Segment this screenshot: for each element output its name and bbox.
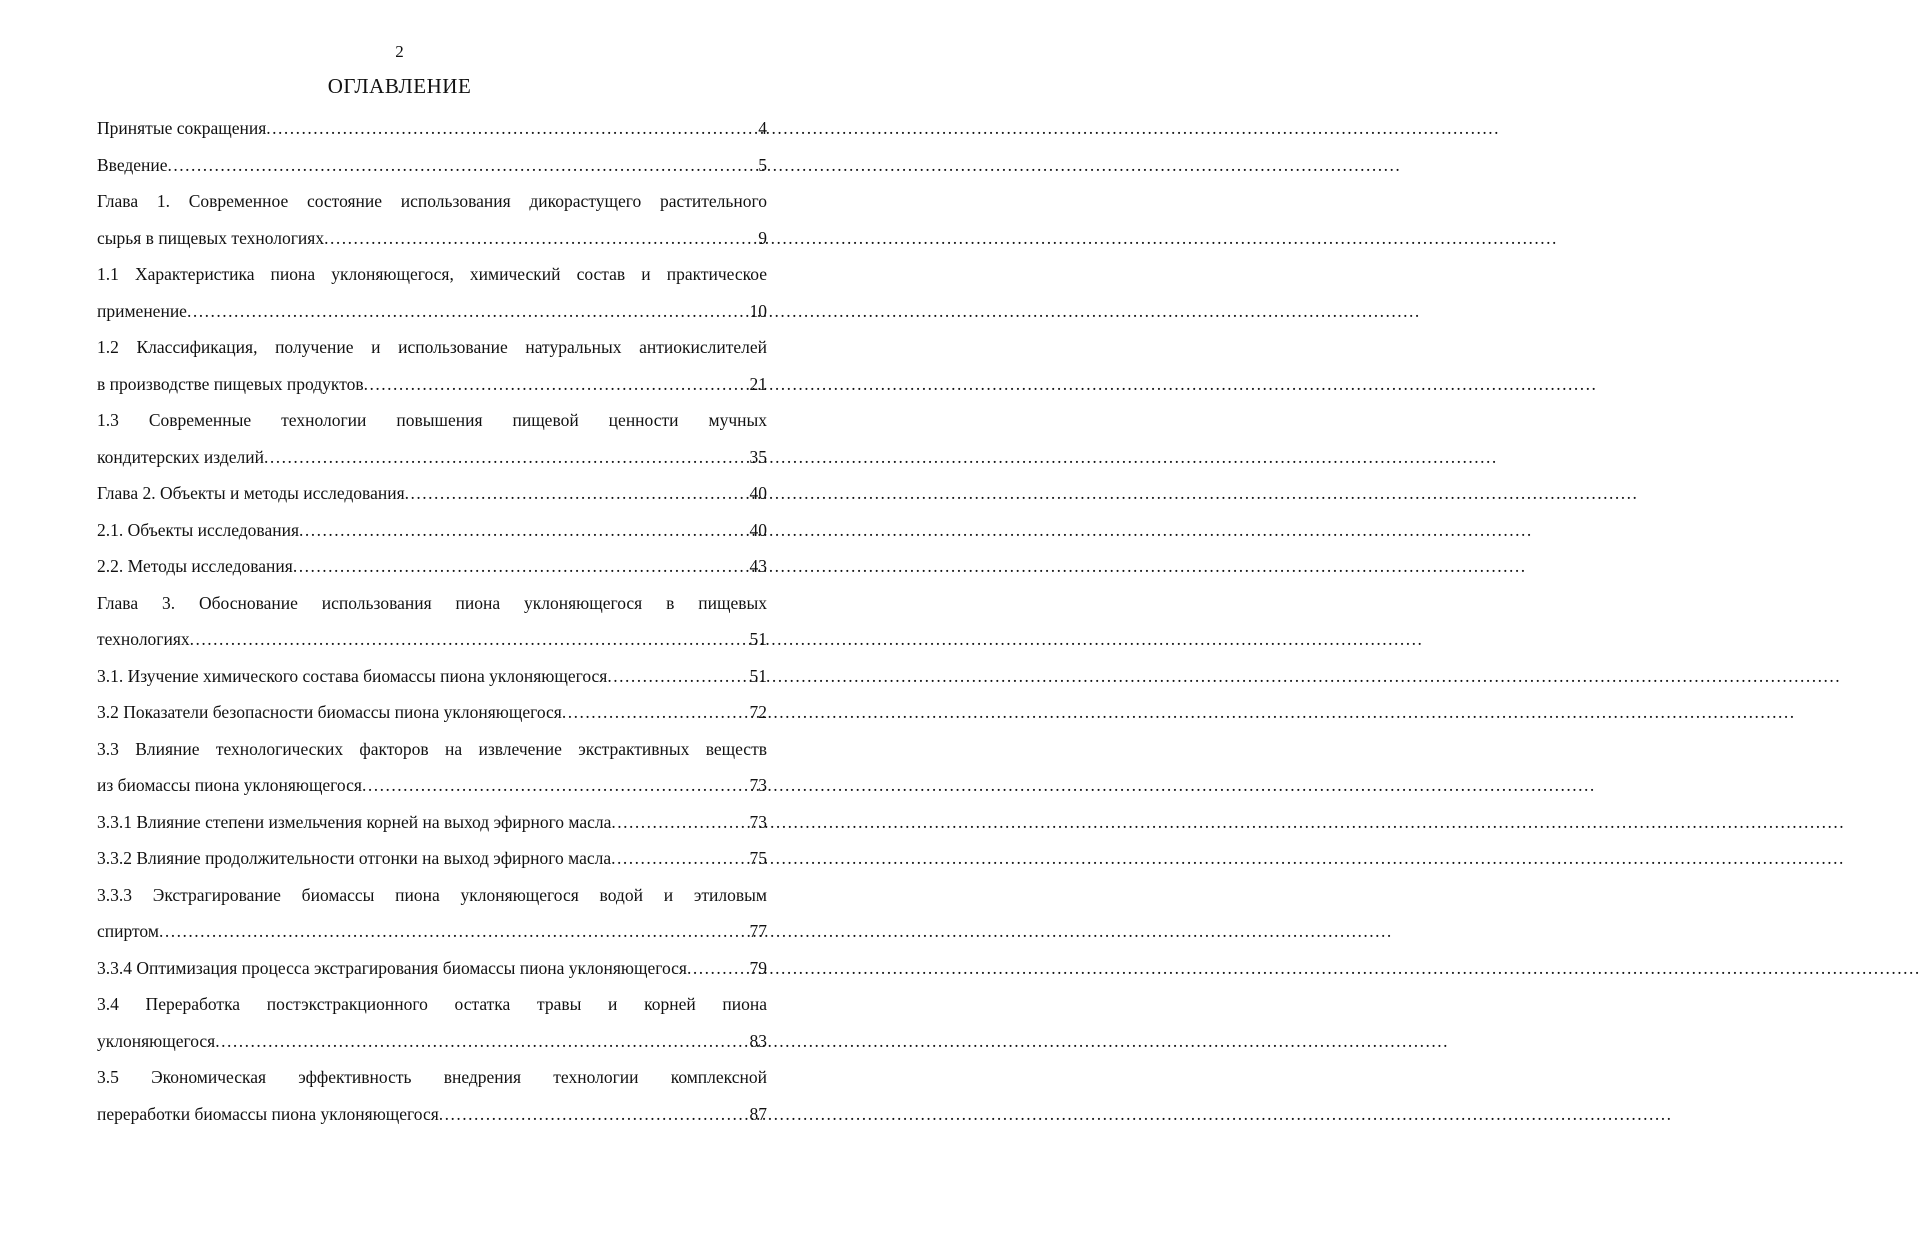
dot-leader [687, 950, 749, 987]
dot-leader [611, 840, 748, 877]
toc-entry-title: 3.3.2 Влияние продолжительности отгонки на выход эфирного масла [97, 848, 612, 868]
toc-entry[interactable] [97, 731, 767, 804]
toc-entry-page: 43 [749, 556, 767, 576]
toc-entry-title: 3.2 Показатели безопасности биомассы пиона уклоняющегося [97, 702, 562, 722]
toc-entry-page: 73 [749, 811, 767, 832]
toc-entry[interactable] [97, 256, 767, 329]
page-number: 2 [395, 42, 404, 61]
dot-leader [215, 1023, 748, 1060]
toc-entry-title: из биомассы пиона уклоняющегося [97, 775, 362, 795]
toc-entry-title: 2.1. Объекты исследования [97, 519, 300, 540]
toc-entry-title: кондитерских изделий [97, 446, 265, 467]
dot-leader [159, 913, 749, 950]
toc-entry-title-line: 3.5 Экономическая эффективность внедрения технологии комплексной [97, 1067, 767, 1087]
toc-entry-last-line [97, 913, 767, 950]
toc-entry[interactable] [97, 877, 767, 950]
toc-entry-last-line [97, 694, 767, 731]
toc-entry-title-line: 1.3 Современные технологии повышения пищевой ценности мучных [97, 410, 767, 430]
toc-entry-last-line [97, 950, 767, 987]
toc-entry-title: в производстве пищевых продуктов [97, 373, 364, 394]
toc-entry[interactable] [97, 110, 767, 147]
toc-entry-title: Принятые сокращения [97, 118, 267, 138]
toc-entry[interactable] [97, 402, 767, 475]
toc-entry-page: 40 [749, 483, 767, 503]
toc-entry-title-line: 3.3.3 Экстрагирование биомассы пиона уклоняющегося водой и этиловым [97, 884, 767, 905]
toc-entry-title-line: 1.1 Характеристика пиона уклоняющегося, химический состав и практическое [97, 264, 767, 284]
dot-leader [168, 147, 758, 184]
dot-leader [364, 366, 749, 403]
toc-entry-title-line: 1.2 Классификация, получение и использование натуральных антиокислителей [97, 337, 767, 357]
toc-entry-last-line [97, 1023, 767, 1060]
toc-entry-last-line [97, 840, 767, 877]
toc-entry-page: 51 [749, 665, 767, 686]
dot-leader [362, 767, 749, 804]
toc-entry-title: переработки биомассы пиона уклоняющегося [97, 1103, 439, 1124]
toc-entry-page: 75 [749, 848, 767, 868]
toc-entry-last-line [97, 293, 767, 330]
toc-entry[interactable] [97, 512, 767, 549]
toc-entry-last-line [97, 220, 767, 257]
dot-leader [611, 804, 748, 841]
toc-entry-title-line: Глава 1. Современное состояние использования дикорастущего растительного [97, 191, 767, 211]
dot-leader [562, 694, 749, 731]
toc-entry-last-line [97, 658, 767, 695]
toc-entry-last-line [97, 804, 767, 841]
toc-entry-title-line: 3.3 Влияние технологических факторов на извлечение экстрактивных веществ [97, 738, 767, 759]
toc-entry-title-line: 3.4 Переработка постэкстракционного остатка травы и корней пиона [97, 994, 767, 1014]
toc-entry[interactable] [97, 986, 767, 1059]
toc-entry-page: 72 [749, 702, 767, 722]
toc-entry-last-line [97, 439, 767, 476]
toc-entry[interactable] [97, 475, 767, 512]
toc-entry-title: 2.2. Методы исследования [97, 556, 293, 576]
toc-entry-title: спиртом [97, 921, 159, 941]
toc-entry-page: 83 [749, 1030, 767, 1051]
dot-leader [299, 512, 748, 549]
toc-entry-last-line [97, 475, 767, 512]
dot-leader [293, 548, 749, 585]
dot-leader [324, 220, 757, 257]
toc-entry-page: 79 [749, 957, 767, 978]
toc-entry-title: сырья в пищевых технологиях [97, 227, 325, 248]
toc-entry[interactable] [97, 147, 767, 184]
toc-entry[interactable] [97, 183, 767, 256]
dot-leader [266, 110, 757, 147]
dot-leader [439, 1096, 749, 1133]
toc-entry[interactable] [97, 1059, 767, 1132]
toc-entry-page: 73 [749, 775, 767, 795]
table-of-contents [97, 110, 767, 1132]
toc-entry-page: 40 [749, 519, 767, 540]
toc-entry-title: Введение [97, 154, 168, 175]
toc-entry[interactable] [97, 585, 767, 658]
toc-entry[interactable] [97, 840, 767, 877]
toc-entry[interactable] [97, 950, 767, 987]
toc-entry-page: 21 [749, 373, 767, 394]
dot-leader [405, 475, 749, 512]
toc-entry[interactable] [97, 548, 767, 585]
dot-leader [187, 293, 749, 330]
toc-entry-last-line [97, 110, 767, 147]
toc-entry-page: 51 [749, 629, 767, 649]
toc-entry-last-line [97, 512, 767, 549]
toc-entry-last-line [97, 548, 767, 585]
toc-entry-page: 5 [758, 154, 767, 175]
toc-entry-page: 87 [749, 1103, 767, 1124]
toc-entry[interactable] [97, 658, 767, 695]
toc-entry-last-line [97, 147, 767, 184]
toc-entry-last-line [97, 1096, 767, 1133]
toc-entry-title: 3.1. Изучение химического состава биомассы пиона уклоняющегося [97, 665, 608, 686]
toc-entry-page: 10 [749, 300, 767, 321]
toc-entry-title: технологиях [97, 629, 190, 649]
toc-entry-page: 9 [758, 227, 767, 248]
toc-entry-title: 3.3.1 Влияние степени измельчения корней на выход эфирного масла [97, 811, 612, 832]
toc-entry-page: 35 [749, 446, 767, 467]
toc-entry-last-line [97, 366, 767, 403]
toc-entry[interactable] [97, 694, 767, 731]
toc-entry-title: 3.3.4 Оптимизация процесса экстрагирования биомассы пиона уклоняющегося [97, 957, 687, 978]
toc-entry-last-line [97, 767, 767, 804]
toc-entry[interactable] [97, 804, 767, 841]
toc-entry-title: уклоняющегося [97, 1030, 216, 1051]
toc-entry-page: 77 [749, 921, 767, 941]
dot-leader [264, 439, 748, 476]
dot-leader [607, 658, 748, 695]
toc-entry-last-line [97, 621, 767, 658]
dot-leader [190, 621, 749, 658]
toc-entry[interactable] [97, 329, 767, 402]
toc-entry-page: 4 [758, 118, 767, 138]
page-title: ОГЛАВЛЕНИЕ [327, 74, 472, 98]
toc-entry-title: Глава 2. Объекты и методы исследования [97, 483, 405, 503]
toc-entry-title-line: Глава 3. Обоснование использования пиона уклоняющегося в пищевых [97, 592, 767, 613]
toc-entry-title: применение [97, 300, 187, 321]
